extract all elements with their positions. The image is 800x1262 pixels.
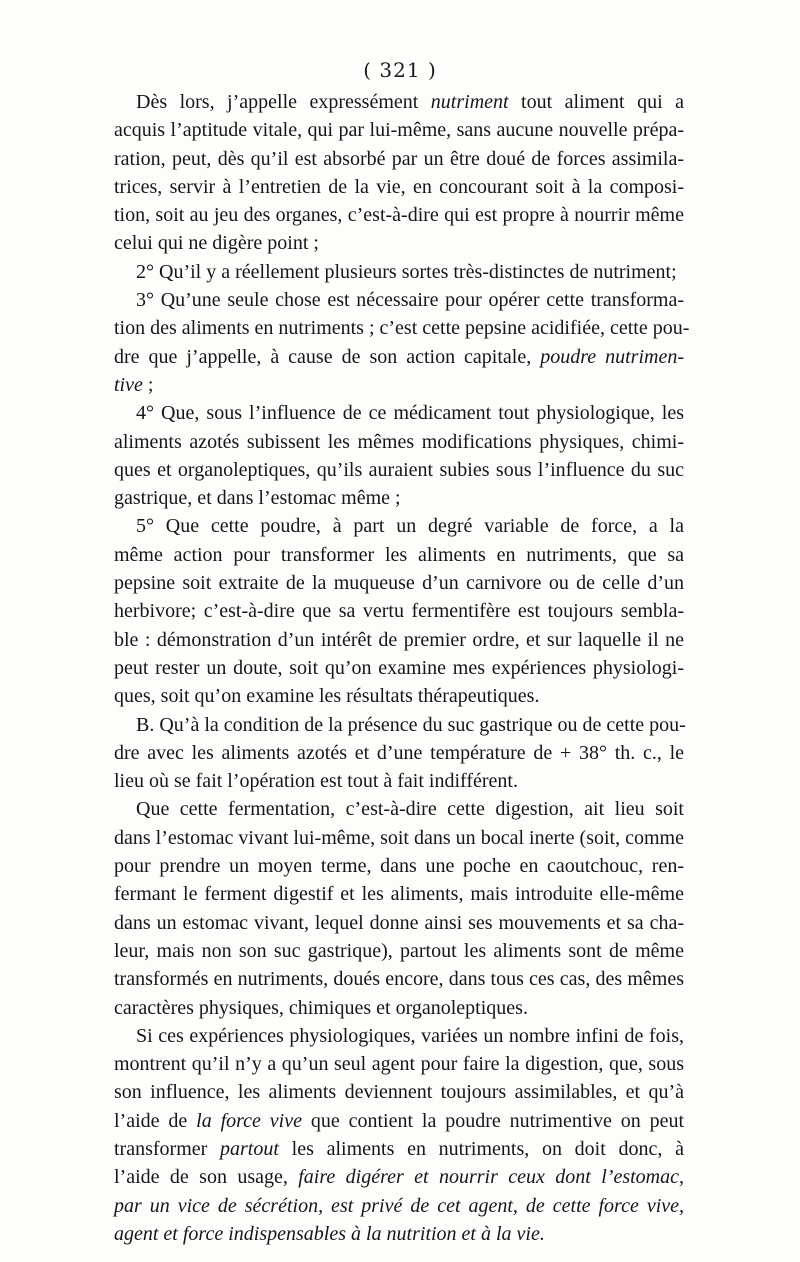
italic-text: faire digérer et nourrir ceux dont l’estomac, xyxy=(298,1166,684,1189)
text-line: Si ces expériences physiologiques, variées un nombre infini de fois, xyxy=(136,1024,684,1047)
text-line: 3° Qu’une seule chose est nécessaire pour opérer cette transforma- xyxy=(136,289,684,312)
paragraph-p1 xyxy=(114,88,684,258)
italic-text: par un vice de sécrétion, est privé de cet agent, de cette force vive, xyxy=(114,1194,684,1217)
text-line: ques, soit qu’on examine les résultats thérapeutiques. xyxy=(114,685,540,708)
paragraph-p7 xyxy=(114,795,684,1021)
text-line: transformés en nutriments, doués encore, dans tous ces cas, des mêmes xyxy=(114,968,684,991)
text-line: B. Qu’à la condition de la présence du suc gastrique ou de cette pou- xyxy=(136,713,686,736)
text-line: ble : démonstration d’un intérêt de premier ordre, et sur laquelle il ne xyxy=(114,628,684,651)
text-line: aliments azotés subissent les mêmes modifications physiques, chimi- xyxy=(114,430,684,453)
italic-text: partout xyxy=(220,1137,279,1160)
text-line: peut rester un doute, soit qu’on examine mes expériences physiologi- xyxy=(114,656,684,679)
paragraph-p8 xyxy=(114,1022,684,1248)
text-line: 4° Que, sous l’influence de ce médicament tout physiologique, les xyxy=(136,402,684,425)
italic-text: la force vive xyxy=(196,1109,302,1132)
text-line: dre que j’appelle, à cause de son action capitale, poudre nutrimen- xyxy=(114,345,684,368)
paragraph-p4 xyxy=(114,399,684,512)
text-line: 2° Qu’il y a réellement plusieurs sortes très-distinctes de nutriment; xyxy=(136,260,677,283)
text-line: l’aide de son usage, faire digérer et nourrir ceux dont l’estomac, xyxy=(114,1166,684,1189)
text-line: leur, mais non son suc gastrique), partout les aliments sont de même xyxy=(114,939,684,962)
paragraph-p5 xyxy=(114,512,684,710)
text-line: montrent qu’il n’y a qu’un seul agent pour faire la digestion, que, sous xyxy=(114,1053,684,1076)
text-line: Que cette fermentation, c’est-à-dire cette digestion, ait lieu soit xyxy=(136,798,684,821)
text-line: son influence, les aliments deviennent toujours assimilables, et qu’à xyxy=(114,1081,684,1104)
text-line: dans l’estomac vivant lui-même, soit dans un bocal inerte (soit, comme xyxy=(114,826,684,849)
text-line xyxy=(114,1192,684,1220)
text-line: ques et organoleptiques, qu’ils auraient subies sous l’influence du suc xyxy=(114,458,684,481)
paragraph-p2 xyxy=(114,258,684,286)
text-line: 5° Que cette poudre, à part un degré variable de force, a la xyxy=(136,515,684,538)
text-line: pepsine soit extraite de la muqueuse d’un carnivore ou de celle d’un xyxy=(114,572,684,595)
italic-text: agent et force indispensables à la nutrition et à la vie. xyxy=(114,1222,545,1245)
text-line: pour prendre un moyen terme, dans une poche en caoutchouc, ren- xyxy=(114,855,684,878)
text-line: transformer partout les aliments en nutriments, on doit donc, à xyxy=(114,1137,684,1160)
text-line: tive ; xyxy=(114,373,154,396)
italic-text: nutriment xyxy=(430,91,509,113)
text-line: dre avec les aliments azotés et d’une température de + 38° th. c., le xyxy=(114,741,684,764)
text-line: l’aide de la force vive que contient la poudre nutrimentive on peut xyxy=(114,1109,684,1132)
text-line: caractères physiques, chimiques et organoleptiques. xyxy=(114,996,528,1019)
italic-text: poudre nutrimen- xyxy=(540,345,684,368)
text-line: acquis l’aptitude vitale, qui par lui-même, sans aucune nouvelle prépa- xyxy=(114,119,684,142)
text-line: même action pour transformer les aliments en nutriments, que sa xyxy=(114,543,684,566)
paragraph-p3 xyxy=(114,286,690,399)
text-line: fermant le ferment digestif et les aliments, mais introduite elle-même xyxy=(114,883,684,906)
body-text xyxy=(114,88,690,1248)
paragraph-p6 xyxy=(114,711,684,796)
text-line xyxy=(114,1220,684,1248)
italic-text: tive xyxy=(114,373,143,396)
text-line: tion des aliments en nutriments ; c’est cette pepsine acidifiée, cette pou- xyxy=(114,317,690,340)
text-line: lieu où se fait l’opération est tout à fait indifférent. xyxy=(114,770,518,793)
text-line: gastrique, et dans l’estomac même ; xyxy=(114,487,401,510)
text-line: trices, servir à l’entretien de la vie, en concourant soit à la composi- xyxy=(114,175,684,198)
text-line: ration, peut, dès qu’il est absorbé par un être doué de forces assimila- xyxy=(114,147,684,170)
text-line: dans un estomac vivant, lequel donne ainsi ses mouvements et sa cha- xyxy=(114,911,684,934)
text-line: celui qui ne digère point ; xyxy=(114,232,319,255)
text-line: Dès lors, j’appelle expressément nutriment tout aliment qui a xyxy=(136,91,684,113)
text-line: herbivore; c’est-à-dire que sa vertu fermentifère est toujours sembla- xyxy=(114,600,684,623)
page-number: ( 321 ) xyxy=(363,58,437,82)
text-line: tion, soit au jeu des organes, c’est-à-dire qui est propre à nourrir même xyxy=(114,204,684,227)
